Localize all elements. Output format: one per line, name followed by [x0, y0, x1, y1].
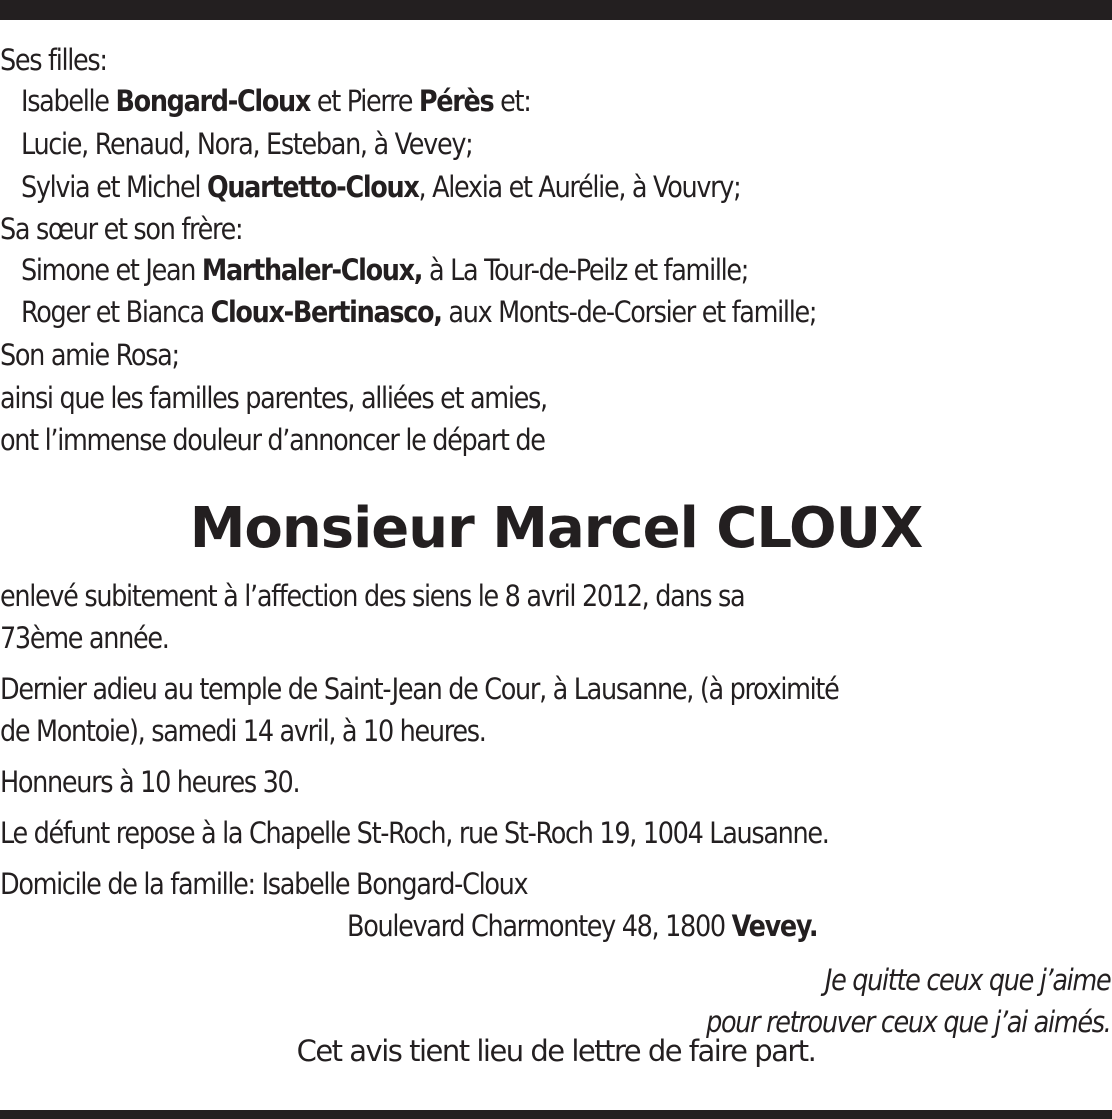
- daughter2-first: Sylvia et Michel: [21, 170, 207, 204]
- announcement-line: ont l’immense douleur d’annoncer le départ de: [0, 423, 545, 457]
- quote-line1: Je quitte ceux que j’aime: [824, 963, 1110, 997]
- daughter1-first: Isabelle: [21, 84, 116, 118]
- quote-line2: pour retrouver ceux que j’ai aimés.: [705, 1005, 1110, 1039]
- rests-line: Le défunt repose à la Chapelle St-Roch, rue St-Roch 19, 1004 Lausanne.: [0, 816, 829, 850]
- daughter1-partner-last: Pérès: [418, 84, 494, 118]
- daughter2-line: [21, 167, 740, 207]
- top-rule: [0, 0, 1112, 20]
- siblings-heading: Sa sœur et son frère:: [0, 212, 243, 246]
- domicile-line1: Domicile de la famille: Isabelle Bongard-Cloux: [0, 867, 528, 901]
- sibling1-tail: à La Tour-de-Peilz et famille;: [422, 253, 749, 287]
- relatives-line: ainsi que les familles parentes, alliées et amies,: [0, 381, 547, 415]
- funeral-line1: Dernier adieu au temple de Saint-Jean de Cour, à Lausanne, (à proximité: [0, 672, 839, 706]
- honours-line: Honneurs à 10 heures 30.: [0, 765, 300, 799]
- sibling1-line: [21, 250, 748, 290]
- sibling1-last: Marthaler-Cloux,: [201, 253, 423, 287]
- daughter1-line: [21, 81, 531, 121]
- daughter1-tail: et:: [493, 84, 531, 118]
- domicile-line2: [347, 906, 817, 946]
- death-line2: 73ème année.: [0, 621, 169, 655]
- closing-line: Cet avis tient lieu de lettre de faire part.: [296, 1034, 816, 1068]
- sibling2-tail: aux Monts-de-Corsier et famille;: [441, 295, 817, 329]
- daughter2-last: Quartetto-Cloux: [206, 170, 419, 204]
- domicile-address: Boulevard Charmontey 48, 1800: [347, 909, 732, 943]
- daughter1-conj: et Pierre: [310, 84, 419, 118]
- daughter2-tail: , Alexia et Aurélie, à Vouvry;: [418, 170, 741, 204]
- domicile-city: Vevey.: [731, 909, 818, 943]
- funeral-line2: de Montoie), samedi 14 avril, à 10 heures.: [0, 714, 486, 748]
- bottom-rule: [0, 1110, 1112, 1119]
- sibling2-first: Roger et Bianca: [21, 295, 211, 329]
- daughters-heading: Ses filles:: [0, 43, 107, 77]
- sibling2-last: Cloux-Bertinasco,: [210, 295, 442, 329]
- sibling1-first: Simone et Jean: [21, 253, 202, 287]
- grandchildren1-line: Lucie, Renaud, Nora, Esteban, à Vevey;: [21, 127, 473, 161]
- sibling2-line: [21, 292, 816, 332]
- death-line1: enlevé subitement à l’affection des siens le 8 avril 2012, dans sa: [0, 579, 745, 613]
- deceased-name: Monsieur Marcel CLOUX: [189, 496, 923, 561]
- friend-line: Son amie Rosa;: [0, 338, 179, 372]
- daughter1-last: Bongard-Cloux: [115, 84, 311, 118]
